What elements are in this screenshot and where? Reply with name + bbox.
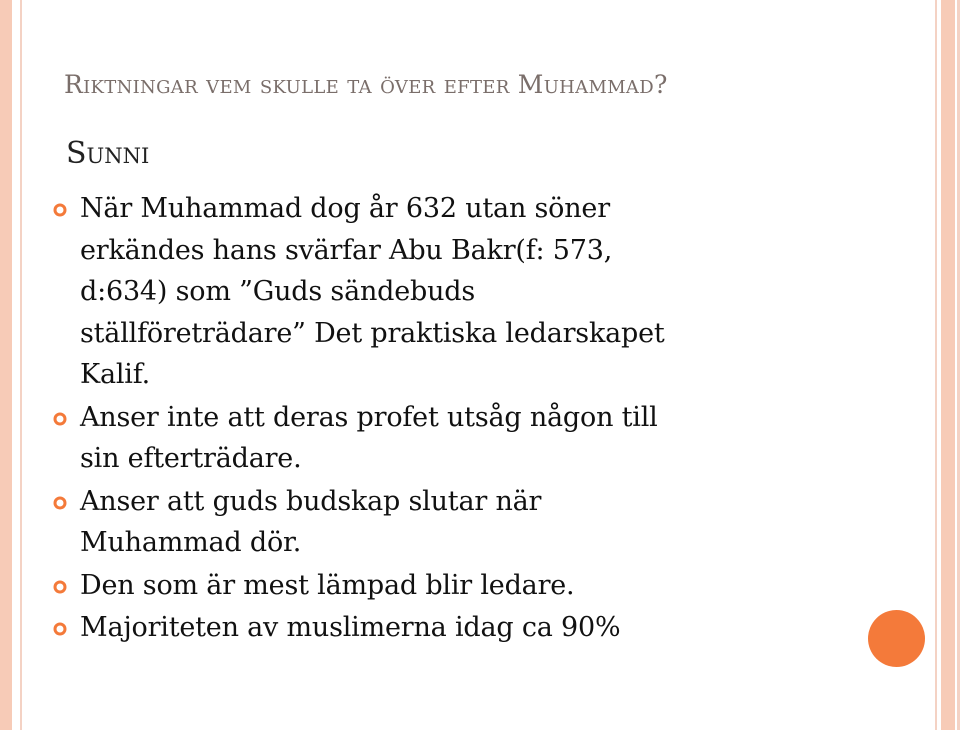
slide-title: Riktningar vem skulle ta över efter Muhammad?	[64, 70, 668, 99]
bullet-item	[50, 397, 690, 480]
bullet-text: När Muhammad dog år 632 utan söner erkändes hans svärfar Abu Bakr(f: 573, d:634) som ”Guds sändebuds ställföreträdare” Det praktiska ledarskapet Kalif.	[80, 193, 665, 390]
bullet-item	[50, 565, 690, 607]
bullet-item	[50, 607, 690, 649]
circle-outline-icon	[52, 579, 68, 595]
bullet-text: Anser att guds budskap slutar när Muhammad dör.	[80, 485, 542, 558]
bullet-text: Majoriteten av muslimerna idag ca 90%	[80, 612, 621, 643]
left-border-line	[20, 0, 22, 730]
bullet-item	[50, 188, 690, 396]
right-border-stripes	[930, 0, 960, 730]
decorative-orange-circle	[868, 610, 925, 667]
circle-outline-icon	[52, 202, 68, 218]
circle-outline-icon	[52, 495, 68, 511]
right-border-line	[935, 0, 937, 730]
bullet-text: Anser inte att deras profet utsåg någon till sin efterträdare.	[80, 401, 658, 474]
bullet-item	[50, 481, 690, 564]
circle-outline-icon	[52, 621, 68, 637]
slide-subtitle: Sunni	[66, 136, 150, 171]
bullet-text: Den som är mest lämpad blir ledare.	[80, 569, 575, 601]
left-border-stripe	[0, 0, 12, 730]
bullet-list	[50, 188, 690, 650]
right-border-stripe	[941, 0, 955, 730]
circle-outline-icon	[52, 411, 68, 427]
